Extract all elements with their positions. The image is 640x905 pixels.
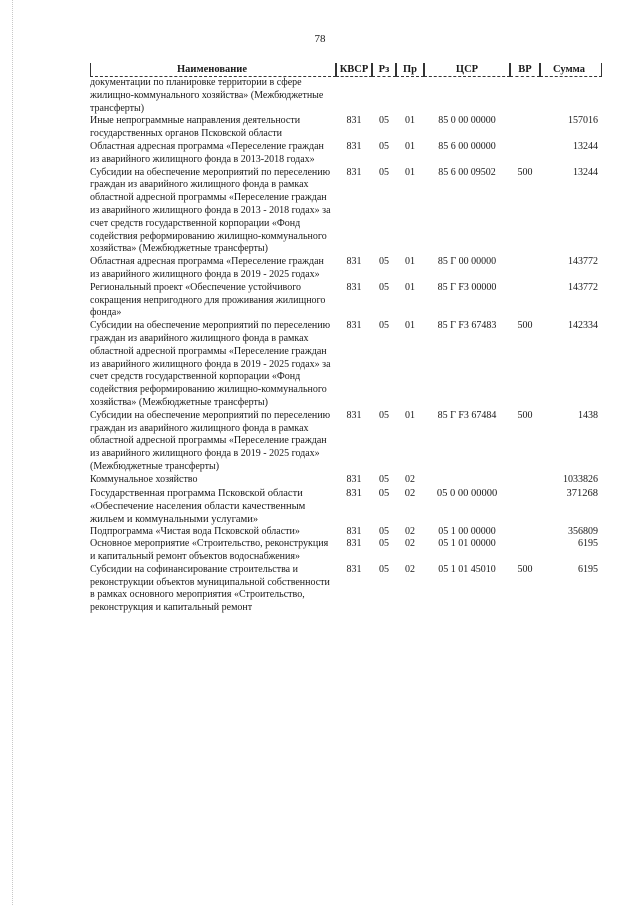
cell-sum: 6195 <box>578 563 598 575</box>
cell-kvsr: 831 <box>346 487 362 499</box>
cell-vr: 500 <box>517 320 533 332</box>
cell-name: Иные непрограммные направления деятельности государственных органов Псковской области <box>90 115 301 140</box>
cell-vr: 500 <box>517 409 533 421</box>
cell-rz: 05 <box>379 256 389 268</box>
cell-rz: 05 <box>379 473 389 485</box>
cell-kvsr: 831 <box>346 256 362 268</box>
cell-name: документации по планировке территории в сфере жилищно-коммунального хозяйства» (Межбюджетные трансферты) <box>90 77 324 114</box>
cell-pr: 02 <box>404 487 416 499</box>
cell-name: Государственная программа Псковской области «Обеспечение населения области качественным жильем и коммунальными услугами» <box>90 487 306 525</box>
cell-csr: 85 Г F3 67484 <box>437 409 497 421</box>
cell-rz: 05 <box>379 538 389 550</box>
header-pr: Пр <box>396 63 424 77</box>
cell-sum: 13244 <box>573 140 598 152</box>
table-row <box>90 564 602 615</box>
cell-sum: 143772 <box>568 281 598 293</box>
cell-pr: 02 <box>405 525 415 537</box>
table-row <box>90 538 602 564</box>
cell-csr: 85 Г F3 00000 <box>437 281 497 293</box>
cell-kvsr: 831 <box>346 473 362 485</box>
cell-csr: 85 0 00 00000 <box>438 115 496 127</box>
cell-rz: 05 <box>379 320 389 332</box>
cell-kvsr: 831 <box>346 525 362 537</box>
budget-table <box>90 60 602 615</box>
cell-rz: 05 <box>378 487 390 499</box>
table-row <box>90 282 602 320</box>
cell-csr: 85 6 00 09502 <box>438 166 496 178</box>
cell-name: Областная адресная программа «Переселение граждан из аварийного жилищного фонда в 2019 - 2025 годах» <box>90 256 324 280</box>
cell-csr: 85 6 00 00000 <box>438 140 496 152</box>
table-row <box>90 474 602 487</box>
scan-edge <box>12 0 14 905</box>
cell-pr: 02 <box>405 563 415 575</box>
cell-kvsr: 831 <box>346 563 362 575</box>
cell-sum: 356809 <box>568 525 598 537</box>
header-vr: ВР <box>510 63 540 77</box>
cell-rz: 05 <box>379 525 389 537</box>
table-row <box>90 141 602 167</box>
cell-name: Субсидии на обеспечение мероприятий по переселению граждан из аварийного жилищного фонда в рамках областной адресной программы «Переселение граждан из аварийного жилищного фонда в 2013 - 2018 годах» за счет средств государственной корпорации «Фонд содействия реформированию жилищно-коммунального хозяйства» (Межбюджетные трансферты) <box>90 166 331 255</box>
header-name: Наименование <box>90 63 336 77</box>
cell-pr: 02 <box>405 473 415 485</box>
cell-pr: 01 <box>405 320 415 332</box>
cell-sum: 157016 <box>568 115 598 127</box>
header-csr: ЦСР <box>424 63 510 77</box>
cell-name: Субсидии на софинансирование строительства и реконструкции объектов муниципальной собственности в рамках основного мероприятия «Строительство, реконструкция и капитальный ремонт <box>90 563 330 614</box>
cell-kvsr: 831 <box>346 320 362 332</box>
cell-rz: 05 <box>379 409 389 421</box>
cell-name: Коммунальное хозяйство <box>90 473 198 485</box>
table-row <box>90 256 602 282</box>
cell-kvsr: 831 <box>346 140 362 152</box>
table-row <box>90 526 602 539</box>
cell-sum: 371268 <box>566 487 598 499</box>
header-sum: Сумма <box>540 63 602 77</box>
cell-vr: 500 <box>517 563 533 575</box>
cell-kvsr: 831 <box>346 538 362 550</box>
cell-name: Подпрограмма «Чистая вода Псковской области» <box>90 525 300 537</box>
cell-kvsr: 831 <box>346 409 362 421</box>
header-rz: Рз <box>372 63 396 77</box>
table-body <box>90 77 602 615</box>
cell-csr: 05 0 00 00000 <box>436 487 498 499</box>
cell-csr: 05 1 01 45010 <box>438 563 496 575</box>
cell-sum: 1438 <box>578 409 598 421</box>
cell-vr: 500 <box>517 166 533 178</box>
cell-pr: 01 <box>405 256 415 268</box>
cell-name: Субсидии на обеспечение мероприятий по переселению граждан из аварийного жилищного фонда в рамках областной адресной программы «Переселение граждан из аварийного жилищного фонда в 2019 - 2025 годах» (Межбюджетные трансферты) <box>90 409 331 472</box>
cell-sum: 1033826 <box>563 473 598 485</box>
table-row <box>90 410 602 474</box>
cell-rz: 05 <box>379 140 389 152</box>
cell-pr: 01 <box>405 115 415 127</box>
table-header <box>90 60 602 77</box>
table-row <box>90 320 602 410</box>
cell-pr: 01 <box>405 281 415 293</box>
cell-kvsr: 831 <box>346 281 362 293</box>
cell-csr: 85 Г F3 67483 <box>437 320 497 332</box>
cell-pr: 01 <box>405 409 415 421</box>
cell-rz: 05 <box>379 563 389 575</box>
table-row <box>90 487 602 526</box>
cell-pr: 02 <box>405 538 415 550</box>
cell-sum: 142334 <box>568 320 598 332</box>
cell-csr: 85 Г 00 00000 <box>437 256 497 268</box>
cell-name: Субсидии на обеспечение мероприятий по переселению граждан из аварийного жилищного фонда в рамках областной адресной программы «Переселение граждан из аварийного жилищного фонда в 2019 - 2025 годах» за счет средств государственной корпорации «Фонд содействия реформированию жилищно-коммунального хозяйства» (Межбюджетные трансферты) <box>90 320 331 408</box>
cell-kvsr: 831 <box>346 166 362 178</box>
cell-pr: 01 <box>405 166 415 178</box>
cell-sum: 6195 <box>578 538 598 550</box>
table-row <box>90 77 602 115</box>
cell-name: Основное мероприятие «Строительство, реконструкция и капитальный ремонт объектов водоснабжения» <box>90 538 329 563</box>
cell-sum: 143772 <box>568 256 598 268</box>
cell-rz: 05 <box>379 166 389 178</box>
table-row <box>90 167 602 257</box>
cell-name: Региональный проект «Обеспечение устойчивого сокращения непригодного для проживания жилищного фонда» <box>90 281 326 319</box>
cell-pr: 01 <box>405 140 415 152</box>
header-kvsr: КВСР <box>336 63 372 77</box>
table-row <box>90 115 602 141</box>
cell-csr: 05 1 00 00000 <box>438 525 496 537</box>
cell-csr: 05 1 01 00000 <box>438 538 496 550</box>
cell-rz: 05 <box>379 115 389 127</box>
page-number: 78 <box>314 33 326 45</box>
cell-name: Областная адресная программа «Переселение граждан из аварийного жилищного фонда в 2013-2018 годах» <box>90 140 324 165</box>
cell-sum: 13244 <box>573 166 598 178</box>
cell-kvsr: 831 <box>346 115 362 127</box>
cell-rz: 05 <box>379 281 389 293</box>
